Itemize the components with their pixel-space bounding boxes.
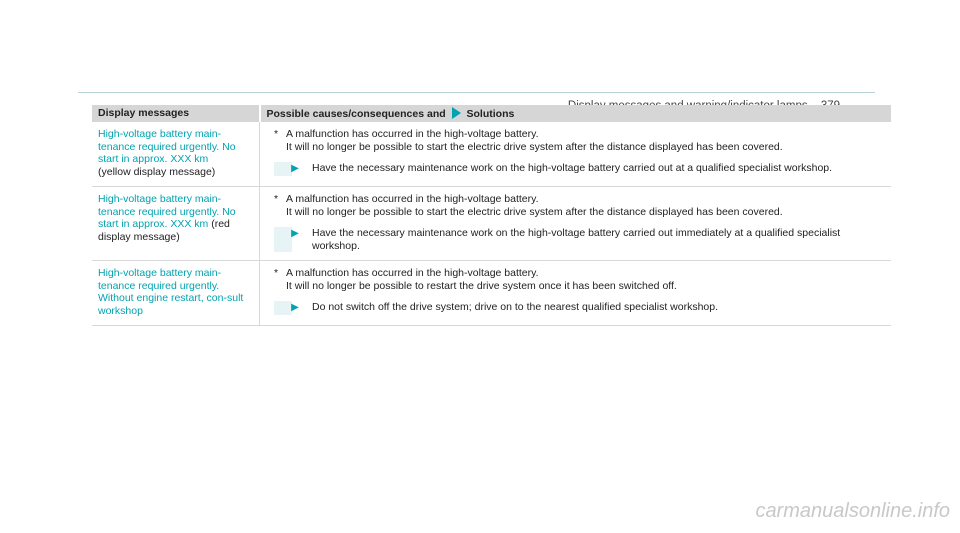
consequence-text: It will no longer be possible to restart the drive system once it has been switched off. [286, 279, 677, 292]
message-cell [92, 261, 260, 326]
arrow-right-icon: ▶ [291, 163, 299, 174]
consequence-text: It will no longer be possible to start the electric drive system after the distance displayed has been covered. [286, 205, 783, 218]
cause-text: A malfunction has occurred in the high-voltage battery. [286, 128, 539, 140]
display-messages-table [92, 105, 891, 326]
arrow-right-icon: ▶ [291, 228, 299, 239]
solution-text: Do not switch off the drive system; drive on to the nearest qualified specialist workshop. [312, 301, 719, 313]
cause-text: A malfunction has occurred in the high-voltage battery. [286, 267, 539, 279]
table-header-row [92, 105, 891, 122]
cause-cell [260, 122, 892, 187]
header-divider [78, 92, 875, 93]
table-row [92, 261, 891, 326]
message-note: (red display message) [98, 218, 230, 243]
table-row [92, 187, 891, 261]
col-header-causes-label: Possible causes/consequences and [266, 107, 446, 120]
table-row [92, 122, 891, 187]
arrow-right-icon [452, 107, 461, 119]
message-text: High-voltage battery main-tenance required urgently. No start in approx. XXX km [98, 128, 236, 165]
star-marker: * [274, 193, 279, 205]
solution-text: Have the necessary maintenance work on the high-voltage battery carried out at a qualified specialist workshop. [312, 162, 833, 174]
cause-cell [260, 187, 892, 261]
star-marker: * [274, 128, 279, 140]
cause-text: A malfunction has occurred in the high-voltage battery. [286, 193, 539, 205]
message-text: High-voltage battery main-tenance required urgently. Without engine restart, con-sult workshop [98, 267, 244, 317]
arrow-right-icon: ▶ [291, 302, 299, 313]
star-marker: * [274, 267, 279, 279]
message-text: High-voltage battery main-tenance required urgently. No start in approx. XXX km [98, 193, 236, 230]
cause-cell [260, 261, 892, 326]
col-header-causes [260, 105, 892, 122]
watermark: carmanualsonline.info [755, 500, 950, 522]
consequence-text: It will no longer be possible to start the electric drive system after the distance displayed has been covered. [286, 140, 783, 153]
solution-text: Have the necessary maintenance work on the high-voltage battery carried out immediately at a qualified specialist workshop. [312, 227, 841, 252]
message-cell [92, 122, 260, 187]
col-header-solutions-label: Solutions [466, 107, 515, 120]
message-cell [92, 187, 260, 261]
col-header-messages: Display messages [92, 105, 260, 122]
message-note: (yellow display message) [98, 165, 216, 178]
